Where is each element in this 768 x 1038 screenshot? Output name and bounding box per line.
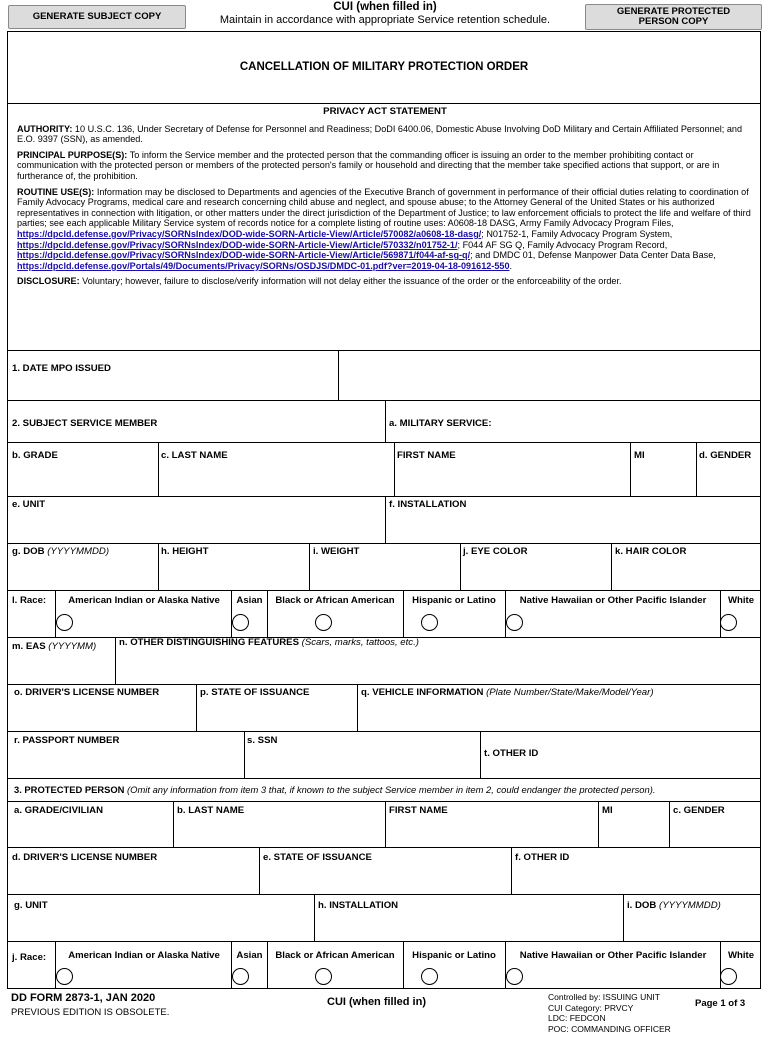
weight-label: i. WEIGHT	[313, 546, 360, 557]
controlled-by: Controlled by: ISSUING UNIT	[548, 992, 660, 1002]
disclosure-paragraph: DISCLOSURE: Voluntary; however, failure to disclose/verify information will not delay either the issuance of the order or the enforceability of the order.	[17, 276, 622, 287]
race-option-label: Native Hawaiian or Other Pacific Islander	[519, 595, 707, 606]
hair-color-label: k. HAIR COLOR	[615, 546, 687, 557]
retention-notice: Maintain in accordance with appropriate Service retention schedule.	[219, 14, 551, 26]
privacy-heading: PRIVACY ACT STATEMENT	[323, 106, 447, 117]
protected-copy-line1: GENERATE PROTECTED	[616, 6, 731, 17]
pp-unit-label: g. UNIT	[14, 900, 48, 911]
state-of-issuance-label: p. STATE OF ISSUANCE	[200, 687, 310, 698]
pp-race-radio-native-hawaiian[interactable]	[506, 968, 523, 985]
race-option-label: Asian	[236, 595, 263, 606]
last-name-label: c. LAST NAME	[161, 450, 228, 461]
race-radio-black[interactable]	[315, 614, 332, 631]
pp-dob-label: i. DOB (YYYYMMDD)	[627, 900, 721, 911]
race-radio-american-indian[interactable]	[56, 614, 73, 631]
race-option-label: Hispanic or Latino	[412, 595, 496, 606]
purpose-paragraph: PRINCIPAL PURPOSE(S): To inform the Service member and the protected person that the commanding officer is issuing an order to the member prohibiting contact or communication with the protected person or members of the protected person's family or household and directing that the member take specified actions that support, or are in furtherance of, the prohibition.	[17, 149, 720, 181]
mi-label: MI	[634, 450, 645, 461]
pp-gender-label: c. GENDER	[673, 805, 725, 816]
passport-label: r. PASSPORT NUMBER	[14, 735, 120, 746]
pp-race-radio-asian[interactable]	[232, 968, 249, 985]
race-radio-hispanic[interactable]	[421, 614, 438, 631]
grade-label: b. GRADE	[12, 450, 58, 461]
height-label: h. HEIGHT	[161, 546, 209, 557]
pp-first-name-label: FIRST NAME	[389, 805, 448, 816]
pp-mi-label: MI	[602, 805, 613, 816]
pp-grade-label: a. GRADE/CIVILIAN	[14, 805, 104, 816]
pp-race-radio-hispanic[interactable]	[421, 968, 438, 985]
cui-category: CUI Category: PRVCY	[548, 1002, 634, 1013]
race-label: l. Race:	[12, 595, 47, 606]
date-mpo-input[interactable]	[339, 351, 759, 399]
ldc: LDC: FEDCON	[548, 1013, 606, 1023]
distinguishing-features-label: n. OTHER DISTINGUISHING FEATURES (Scars, marks, tattoos, etc.)	[119, 637, 419, 648]
dob-label: g. DOB (YYYYMMDD)	[12, 546, 110, 557]
pp-race-radio-american-indian[interactable]	[56, 968, 73, 985]
protected-copy-line2: PERSON COPY	[638, 16, 709, 27]
previous-edition-notice: PREVIOUS EDITION IS OBSOLETE.	[11, 1007, 170, 1018]
subject-service-member-label: 2. SUBJECT SERVICE MEMBER	[12, 418, 158, 429]
generate-subject-copy-button[interactable]: GENERATE SUBJECT COPY	[8, 5, 186, 29]
privacy-act-statement	[17, 107, 753, 292]
race-radio-white[interactable]	[720, 614, 737, 631]
pp-other-id-label: f. OTHER ID	[515, 852, 570, 863]
pp-last-name-label: b. LAST NAME	[177, 805, 245, 816]
first-name-label: FIRST NAME	[397, 450, 456, 461]
pp-installation-label: h. INSTALLATION	[318, 900, 399, 911]
pp-race-label: j. Race:	[12, 952, 47, 963]
race-radio-native-hawaiian[interactable]	[506, 614, 523, 631]
pp-race-option-label: White	[727, 950, 755, 961]
race-radio-asian[interactable]	[232, 614, 249, 631]
vehicle-information-label: q. VEHICLE INFORMATION (Plate Number/State/Make/Model/Year)	[361, 687, 654, 698]
header-cui-label: CUI (when filled in)	[333, 1, 437, 13]
sorn-link-army[interactable]: https://dpcld.defense.gov/Privacy/SORNsIndex/DOD-wide-SORN-Article-View/Article/570082/a0608-18-dasg/	[17, 228, 482, 239]
eye-color-label: j. EYE COLOR	[463, 546, 528, 557]
unit-label: e. UNIT	[12, 499, 46, 510]
pp-race-option-label: Native Hawaiian or Other Pacific Islander	[519, 950, 707, 961]
race-option-label: Black or African American	[275, 595, 395, 606]
authority-paragraph: AUTHORITY: 10 U.S.C. 136, Under Secretary of Defense for Personnel and Readiness; DoDI 6400.06, Domestic Abuse Involving DoD Military and Certain Affiliated Personnel; and E.O. 9397 (SSN), as amended.	[17, 123, 742, 145]
footer-cui: CUI (when filled in)	[327, 996, 426, 1008]
form-title: CANCELLATION OF MILITARY PROTECTION ORDER	[239, 61, 529, 73]
sorn-link-af[interactable]: https://dpcld.defense.gov/Privacy/SORNsIndex/DOD-wide-SORN-Article-View/Article/569871/f044-af-sg-q/	[17, 250, 471, 261]
protected-person-heading: 3. PROTECTED PERSON (Omit any information from item 3 that, if known to the subject Service member in item 2, could endanger the protected person).	[14, 784, 656, 795]
poc: POC: COMMANDING OFFICER	[548, 1023, 671, 1034]
pp-drivers-license-label: d. DRIVER'S LICENSE NUMBER	[12, 852, 158, 863]
routine-uses-paragraph: ROUTINE USE(S): Information may be disclosed to Departments and agencies of the Executive Branch of government in performance of their official duties relating to coordination of Family Advocacy Programs, medical care and research concerning child abuse and neglect, and spouse abuse; to the Attorney General of the United States or his authorized representatives in connection with litigation, or other matters under the direct jurisdiction of the Department of Justice; to law enforcement officials to protect the life and welfare of third parties; see each applicable Military Service system of records notice for a complete listing of routine uses: A0608-18 DASG, Army Family Advocacy Program Files, https://dpcld.defense.gov/Privacy/SORNsIndex/DOD-wide-SORN-Article-View/Article/570082/a0608-18-dasg/; N01752-1, Family Advocacy Program System, https://dpcld.defense.gov/Privacy/SORNsIndex/DOD-wide-SORN-Article-View/Article/570332/n01752-1/; F044 AF SG Q, Family Advocacy Program Record, https://dpcld.defense.gov/Privacy/SORNsIndex/DOD-wide-SORN-Article-View/Article/569871/f044-af-sg-q/; and DMDC 01, Defense Manpower Data Center Data Base, https://dpcld.defense.gov/Portals/49/Documents/Privacy/SORNs/OSDJS/DMDC-01.pdf?ver=2019-04-18-091612-550.	[17, 186, 751, 271]
installation-label: f. INSTALLATION	[389, 499, 467, 510]
pp-state-of-issuance-label: e. STATE OF ISSUANCE	[263, 852, 372, 863]
race-option-label: American Indian or Alaska Native	[68, 595, 220, 606]
other-id-label: t. OTHER ID	[484, 748, 539, 759]
pp-race-radio-black[interactable]	[315, 968, 332, 985]
pp-race-option-label: American Indian or Alaska Native	[68, 950, 220, 961]
drivers-license-label: o. DRIVER'S LICENSE NUMBER	[14, 687, 160, 698]
date-mpo-label: 1. DATE MPO ISSUED	[12, 363, 111, 374]
cui-designation-block	[548, 992, 671, 1034]
pp-race-option-label: Black or African American	[275, 950, 395, 961]
eas-label: m. EAS (YYYYMM)	[12, 641, 97, 652]
race-option-label: White	[727, 595, 755, 606]
form-number: DD FORM 2873-1, JAN 2020	[11, 992, 156, 1004]
pp-race-option-label: Asian	[236, 950, 263, 961]
ssn-label: s. SSN	[247, 735, 278, 746]
sorn-link-dmdc[interactable]: https://dpcld.defense.gov/Portals/49/Documents/Privacy/SORNs/OSDJS/DMDC-01.pdf?ver=2019-04-18-091612-550	[17, 260, 510, 271]
pp-race-option-label: Hispanic or Latino	[412, 950, 496, 961]
pp-race-radio-white[interactable]	[720, 968, 737, 985]
military-service-label[interactable]: a. MILITARY SERVICE:	[389, 418, 492, 429]
header-cui	[190, 1, 580, 27]
form-body	[7, 31, 761, 989]
page-number: Page 1 of 3	[695, 998, 746, 1009]
sorn-link-navy[interactable]: https://dpcld.defense.gov/Privacy/SORNsIndex/DOD-wide-SORN-Article-View/Article/570332/n01752-1/	[17, 239, 458, 250]
generate-protected-person-copy-button[interactable]	[585, 4, 762, 30]
gender-label: d. GENDER	[699, 450, 752, 461]
